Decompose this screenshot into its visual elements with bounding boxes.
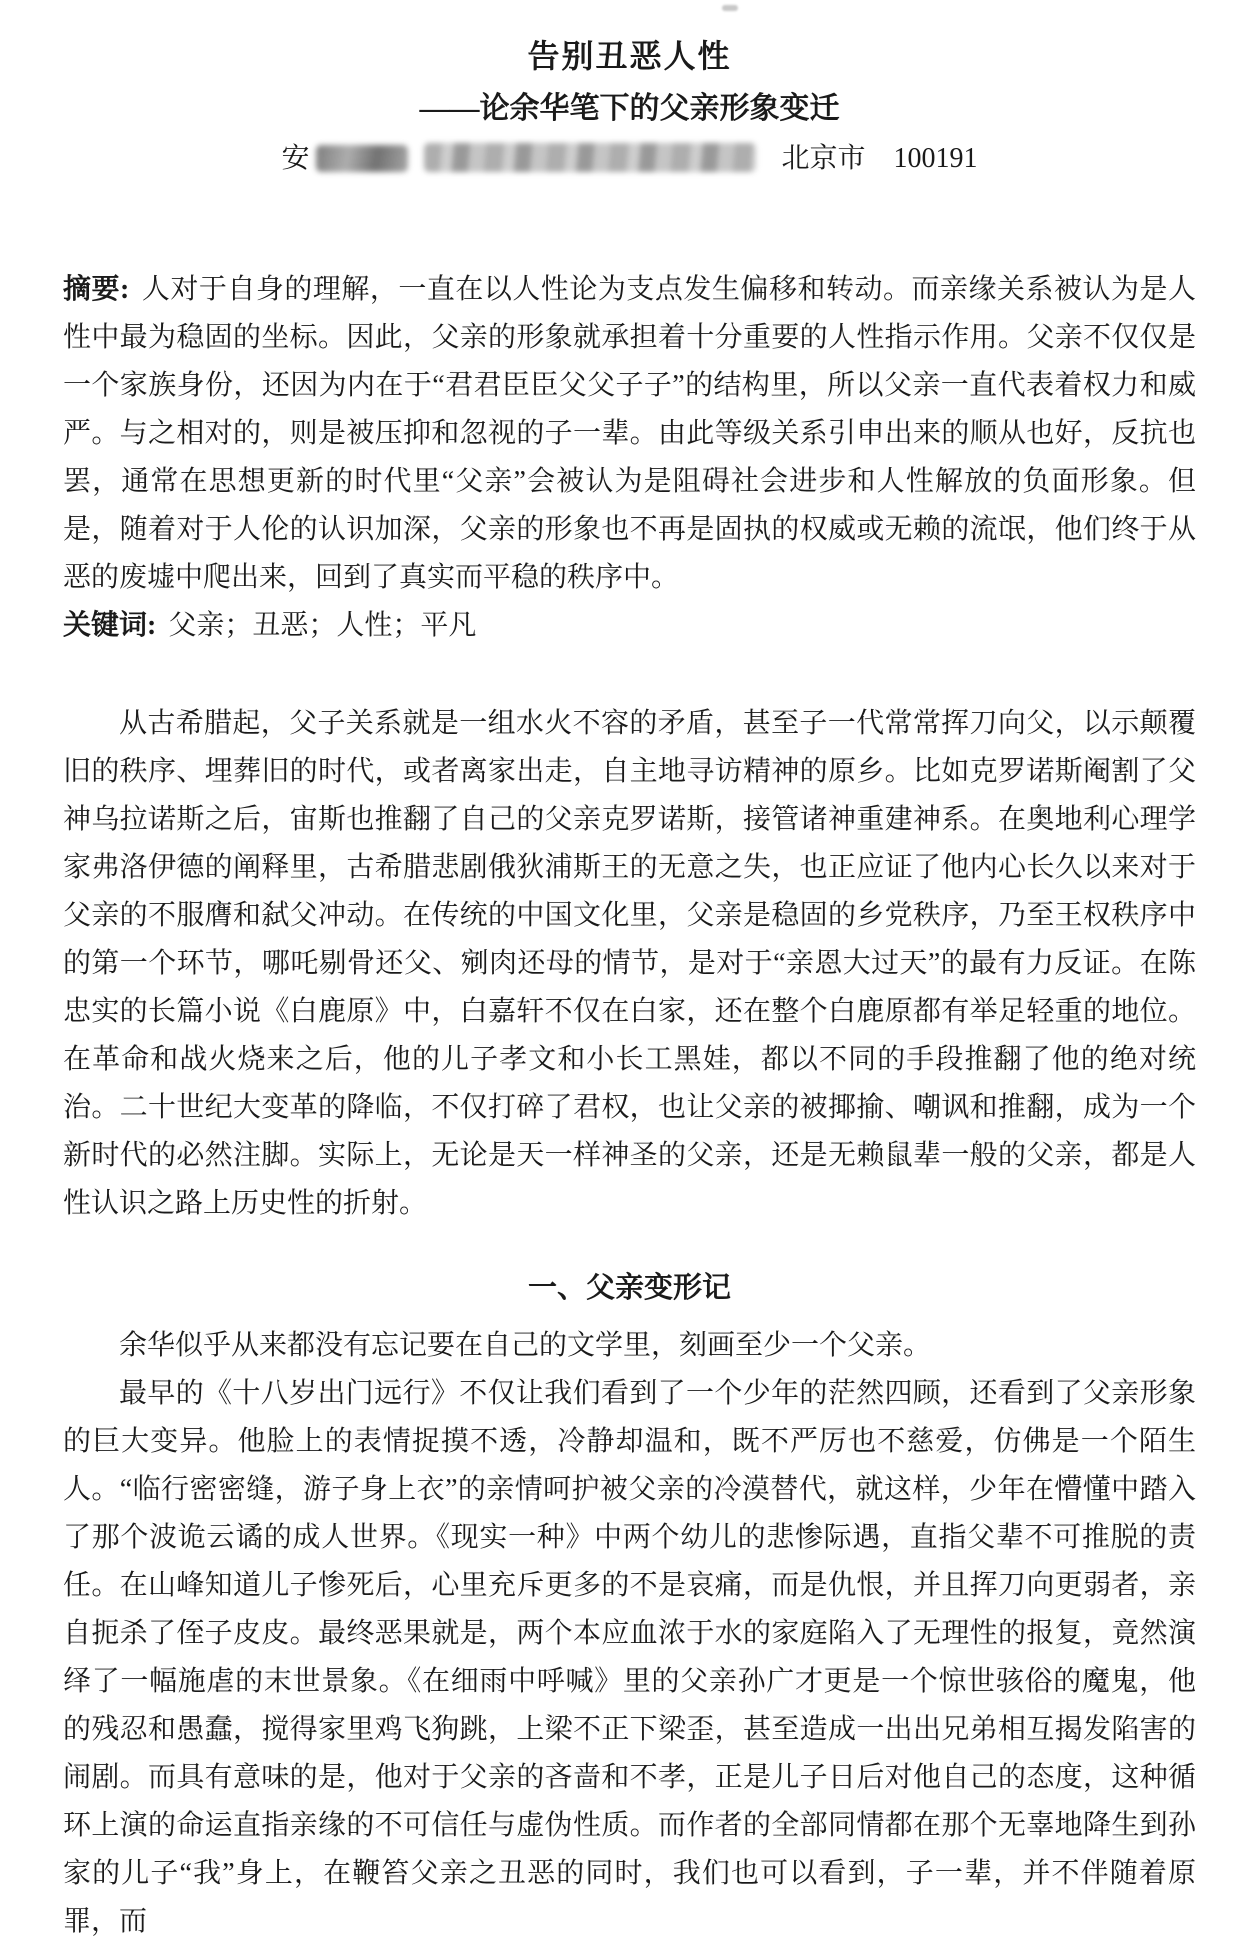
section-1-paragraph-2: 最早的《十八岁出门远行》不仅让我们看到了一个少年的茫然四顾，还看到了父亲形象的巨大变异。他脸上的表情捉摸不透，冷静却温和，既不严厉也不慈爱，仿佛是一个陌生人。“临行密密缝，游子身上衣”的亲情呵护被父亲的冷漠替代，就这样，少年在懵懂中踏入了那个波诡云谲的成人世界。《现实一种》中两个幼儿的悲惨际遇，直指父辈不可推脱的责任。在山峰知道儿子惨死后，心里充斥更多的不是哀痛，而是仇恨，并且挥刀向更弱者，亲自扼杀了侄子皮皮。最终恶果就是，两个本应血浓于水的家庭陷入了无理性的报复，竟然演绎了一幅施虐的末世景象。《在细雨中呼喊》里的父亲孙广才更是一个惊世骇俗的魔鬼，他的残忍和愚蠢，搅得家里鸡飞狗跳，上梁不正下梁歪，甚至造成一出出兄弟相互揭发陷害的闹剧。而具有意味的是，他对于父亲的吝啬和不孝，正是儿子日后对他自己的态度，这种循环上演的命运直指亲缘的不可信任与虚伪性质。而作者的全部同情都在那个无辜地降生到孙家的儿子“我”身上，在鞭笞父亲之丑恶的同时，我们也可以看到，子一辈，并不伴随着原罪，而: [63, 1378, 1196, 1937]
abstract-paragraph: [63, 266, 1196, 602]
abstract-text: 人对于自身的理解，一直在以人性论为支点发生偏移和转动。而亲缘关系被认为是人性中最为稳固的坐标。因此，父亲的形象就承担着十分重要的人性指示作用。父亲不仅仅是一个家族身份，还因为内在于“君君臣臣父父子子”的结构里，所以父亲一直代表着权力和威严。与之相对的，则是被压抑和忽视的子一辈。由此等级关系引申出来的顺从也好，反抗也罢，通常在思想更新的时代里“父亲”会被认为是阻碍社会进步和人性解放的负面形象。但是，随着对于人伦的认识加深，父亲的形象也不再是固执的权威或无赖的流氓，他们终于从恶的废墟中爬出来，回到了真实而平稳的秩序中。: [63, 274, 1196, 593]
author-line: [63, 138, 1196, 180]
introduction-paragraph: 从古希腊起，父子关系就是一组水火不容的矛盾，甚至子一代常常挥刀向父，以示颠覆旧的秩序、埋葬旧的时代，或者离家出走，自主地寻访精神的原乡。比如克罗诺斯阉割了父神乌拉诺斯之后，宙斯也推翻了自己的父亲克罗诺斯，接管诸神重建神系。在奥地利心理学家弗洛伊德的阐释里，古希腊悲剧俄狄浦斯王的无意之失，也正应证了他内心长久以来对于父亲的不服膺和弑父冲动。在传统的中国文化里，父亲是稳固的乡党秩序，乃至王权秩序中的第一个环节，哪吒剔骨还父、剜肉还母的情节，是对于“亲恩大过天”的最有力反证。在陈忠实的长篇小说《白鹿原》中，白嘉轩不仅在白家，还在整个白鹿原都有举足轻重的地位。在革命和战火烧来之后，他的儿子孝文和小长工黑娃，都以不同的手段推翻了他的绝对统治。二十世纪大变革的降临，不仅打碎了君权，也让父亲的被揶揄、嘲讽和推翻，成为一个新时代的必然注脚。实际上，无论是天一样神圣的父亲，还是无赖鼠辈一般的父亲，都是人性认识之路上历史性的折射。: [63, 708, 1196, 1219]
abstract-label: 摘要:: [63, 274, 130, 305]
section-1-heading: 一、父亲变形记: [527, 1272, 731, 1304]
keywords-label: 关键词:: [63, 610, 157, 641]
redacted-author-name: [316, 145, 408, 172]
keywords-text: 父亲；丑恶；人性；平凡: [168, 610, 477, 641]
section-1-paragraph-1: 余华似乎从来都没有忘记要在自己的文学里，刻画至少一个父亲。: [119, 1330, 932, 1361]
author-prefix: 安: [281, 143, 310, 174]
redacted-author-affiliation: [424, 143, 756, 172]
keywords-line: [63, 602, 1196, 650]
author-location: 北京市 100191: [781, 143, 978, 174]
scan-artifact: [722, 5, 738, 11]
paper-title: 告别丑恶人性: [527, 38, 732, 74]
paper-subtitle: ——论余华笔下的父亲形象变迁: [419, 92, 840, 125]
